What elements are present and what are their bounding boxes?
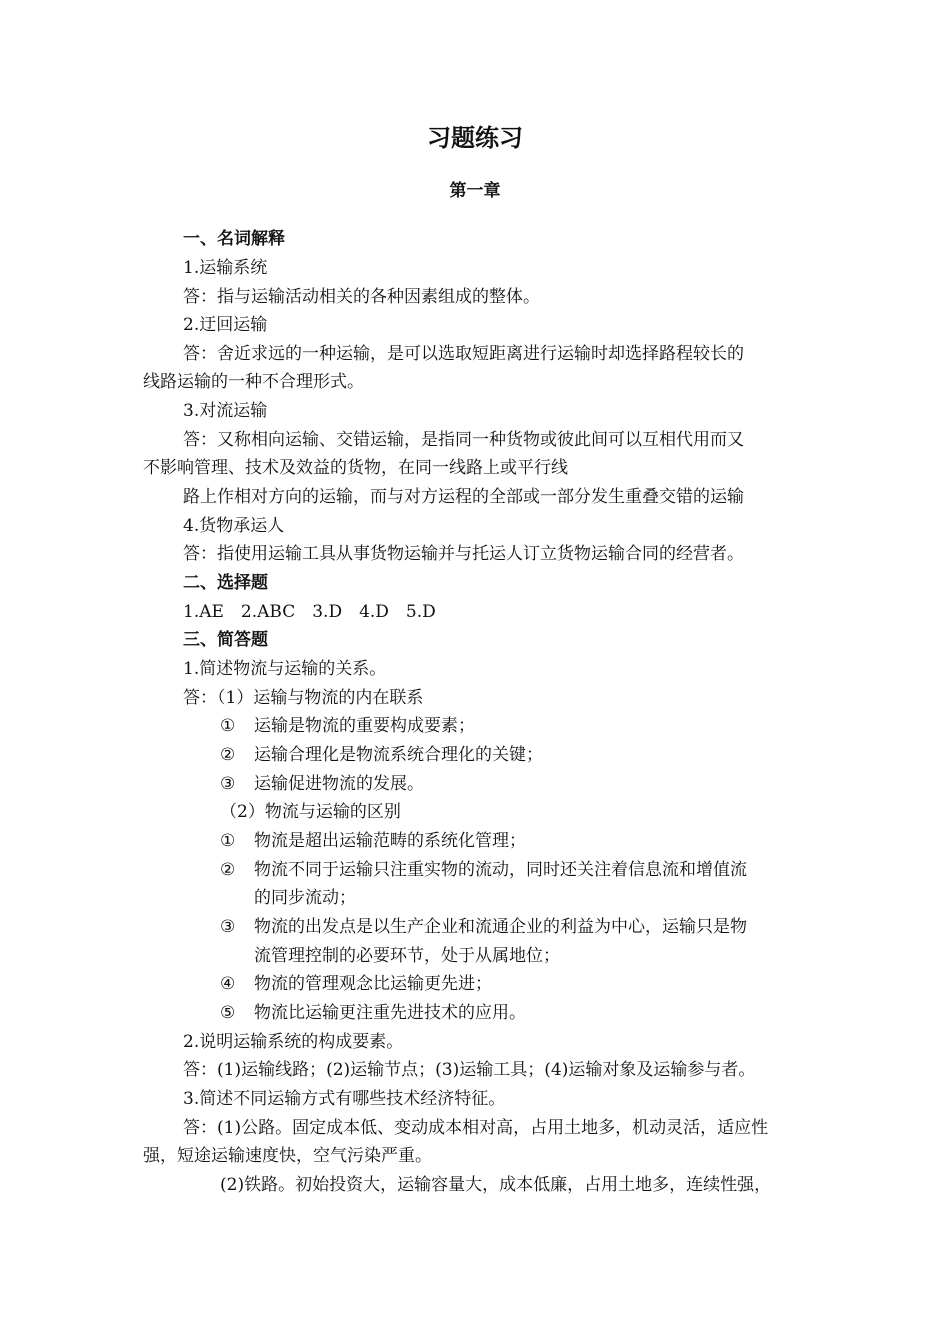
- answer-3-line-3: 路上作相对方向的运输，而与对方运程的全部或一部分发生重叠交错的运输: [183, 487, 744, 507]
- answer-3-line-1: 答：又称相向运输、交错运输，是指同一种货物或彼此间可以互相代用而又: [183, 430, 744, 450]
- list-item: ③ 运输促进物流的发展。: [220, 774, 424, 794]
- question-3-answer-line-3: (2)铁路。初始投资大，运输容量大，成本低廉，占用土地多，连续性强，: [220, 1175, 772, 1195]
- term-1: 1.运输系统: [183, 258, 268, 278]
- term-3: 3.对流运输: [183, 401, 268, 421]
- question-3-answer-line-1: 答：(1)公路。固定成本低、变动成本相对高，占用土地多，机动灵活，适应性: [183, 1118, 769, 1138]
- answer-2-line-1: 答：舍近求远的一种运输，是可以选取短距离进行运输时却选择路程较长的: [183, 344, 744, 364]
- answer-4: 答：指使用运输工具从事货物运输并与托运人订立货物运输合同的经营者。: [183, 544, 744, 564]
- question-3-answer-line-2: 强，短途运输速度快，空气污染严重。: [143, 1146, 432, 1166]
- section-heading-choice: 二、选择题: [183, 573, 268, 593]
- list-item: ④ 物流的管理观念比运输更先进；: [220, 974, 492, 994]
- choice-answers: 1.AE 2.ABC 3.D 4.D 5.D: [183, 602, 436, 622]
- section-heading-short-answer: 三、简答题: [183, 630, 268, 650]
- answer-2-line-2: 线路运输的一种不合理形式。: [143, 372, 364, 392]
- answer-3-line-2: 不影响管理、技术及效益的货物，在同一线路上或平行线: [143, 458, 568, 478]
- list-item: ① 物流是超出运输范畴的系统化管理；: [220, 831, 526, 851]
- document-title: 习题练习: [427, 124, 523, 152]
- list-item: ⑤ 物流比运输更注重先进技术的应用。: [220, 1003, 526, 1023]
- list-item-continuation: 的同步流动；: [254, 888, 356, 908]
- term-4: 4.货物承运人: [183, 516, 285, 536]
- list-item: ① 运输是物流的重要构成要素；: [220, 716, 475, 736]
- list-item: ② 物流不同于运输只注重实物的流动，同时还关注着信息流和增值流: [220, 860, 747, 880]
- question-2: 2.说明运输系统的构成要素。: [183, 1032, 404, 1052]
- answer-1: 答：指与运输活动相关的各种因素组成的整体。: [183, 287, 540, 307]
- question-3: 3.简述不同运输方式有哪些技术经济特征。: [183, 1089, 506, 1109]
- section-heading-terms: 一、名词解释: [183, 229, 285, 249]
- chapter-heading: 第一章: [449, 181, 501, 201]
- list-item-continuation: 流管理控制的必要环节，处于从属地位；: [254, 946, 560, 966]
- question-1: 1.简述物流与运输的关系。: [183, 659, 387, 679]
- term-2: 2.迂回运输: [183, 315, 268, 335]
- list-item: ② 运输合理化是物流系统合理化的关键；: [220, 745, 543, 765]
- list-item: ③ 物流的出发点是以生产企业和流通企业的利益为中心，运输只是物: [220, 917, 747, 937]
- question-2-answer: 答：(1)运输线路；(2)运输节点；(3)运输工具；(4)运输对象及运输参与者。: [183, 1060, 756, 1080]
- question-1-answer-intro: 答：（1）运输与物流的内在联系: [183, 688, 424, 708]
- question-1-sub-2: （2）物流与运输的区别: [220, 802, 401, 822]
